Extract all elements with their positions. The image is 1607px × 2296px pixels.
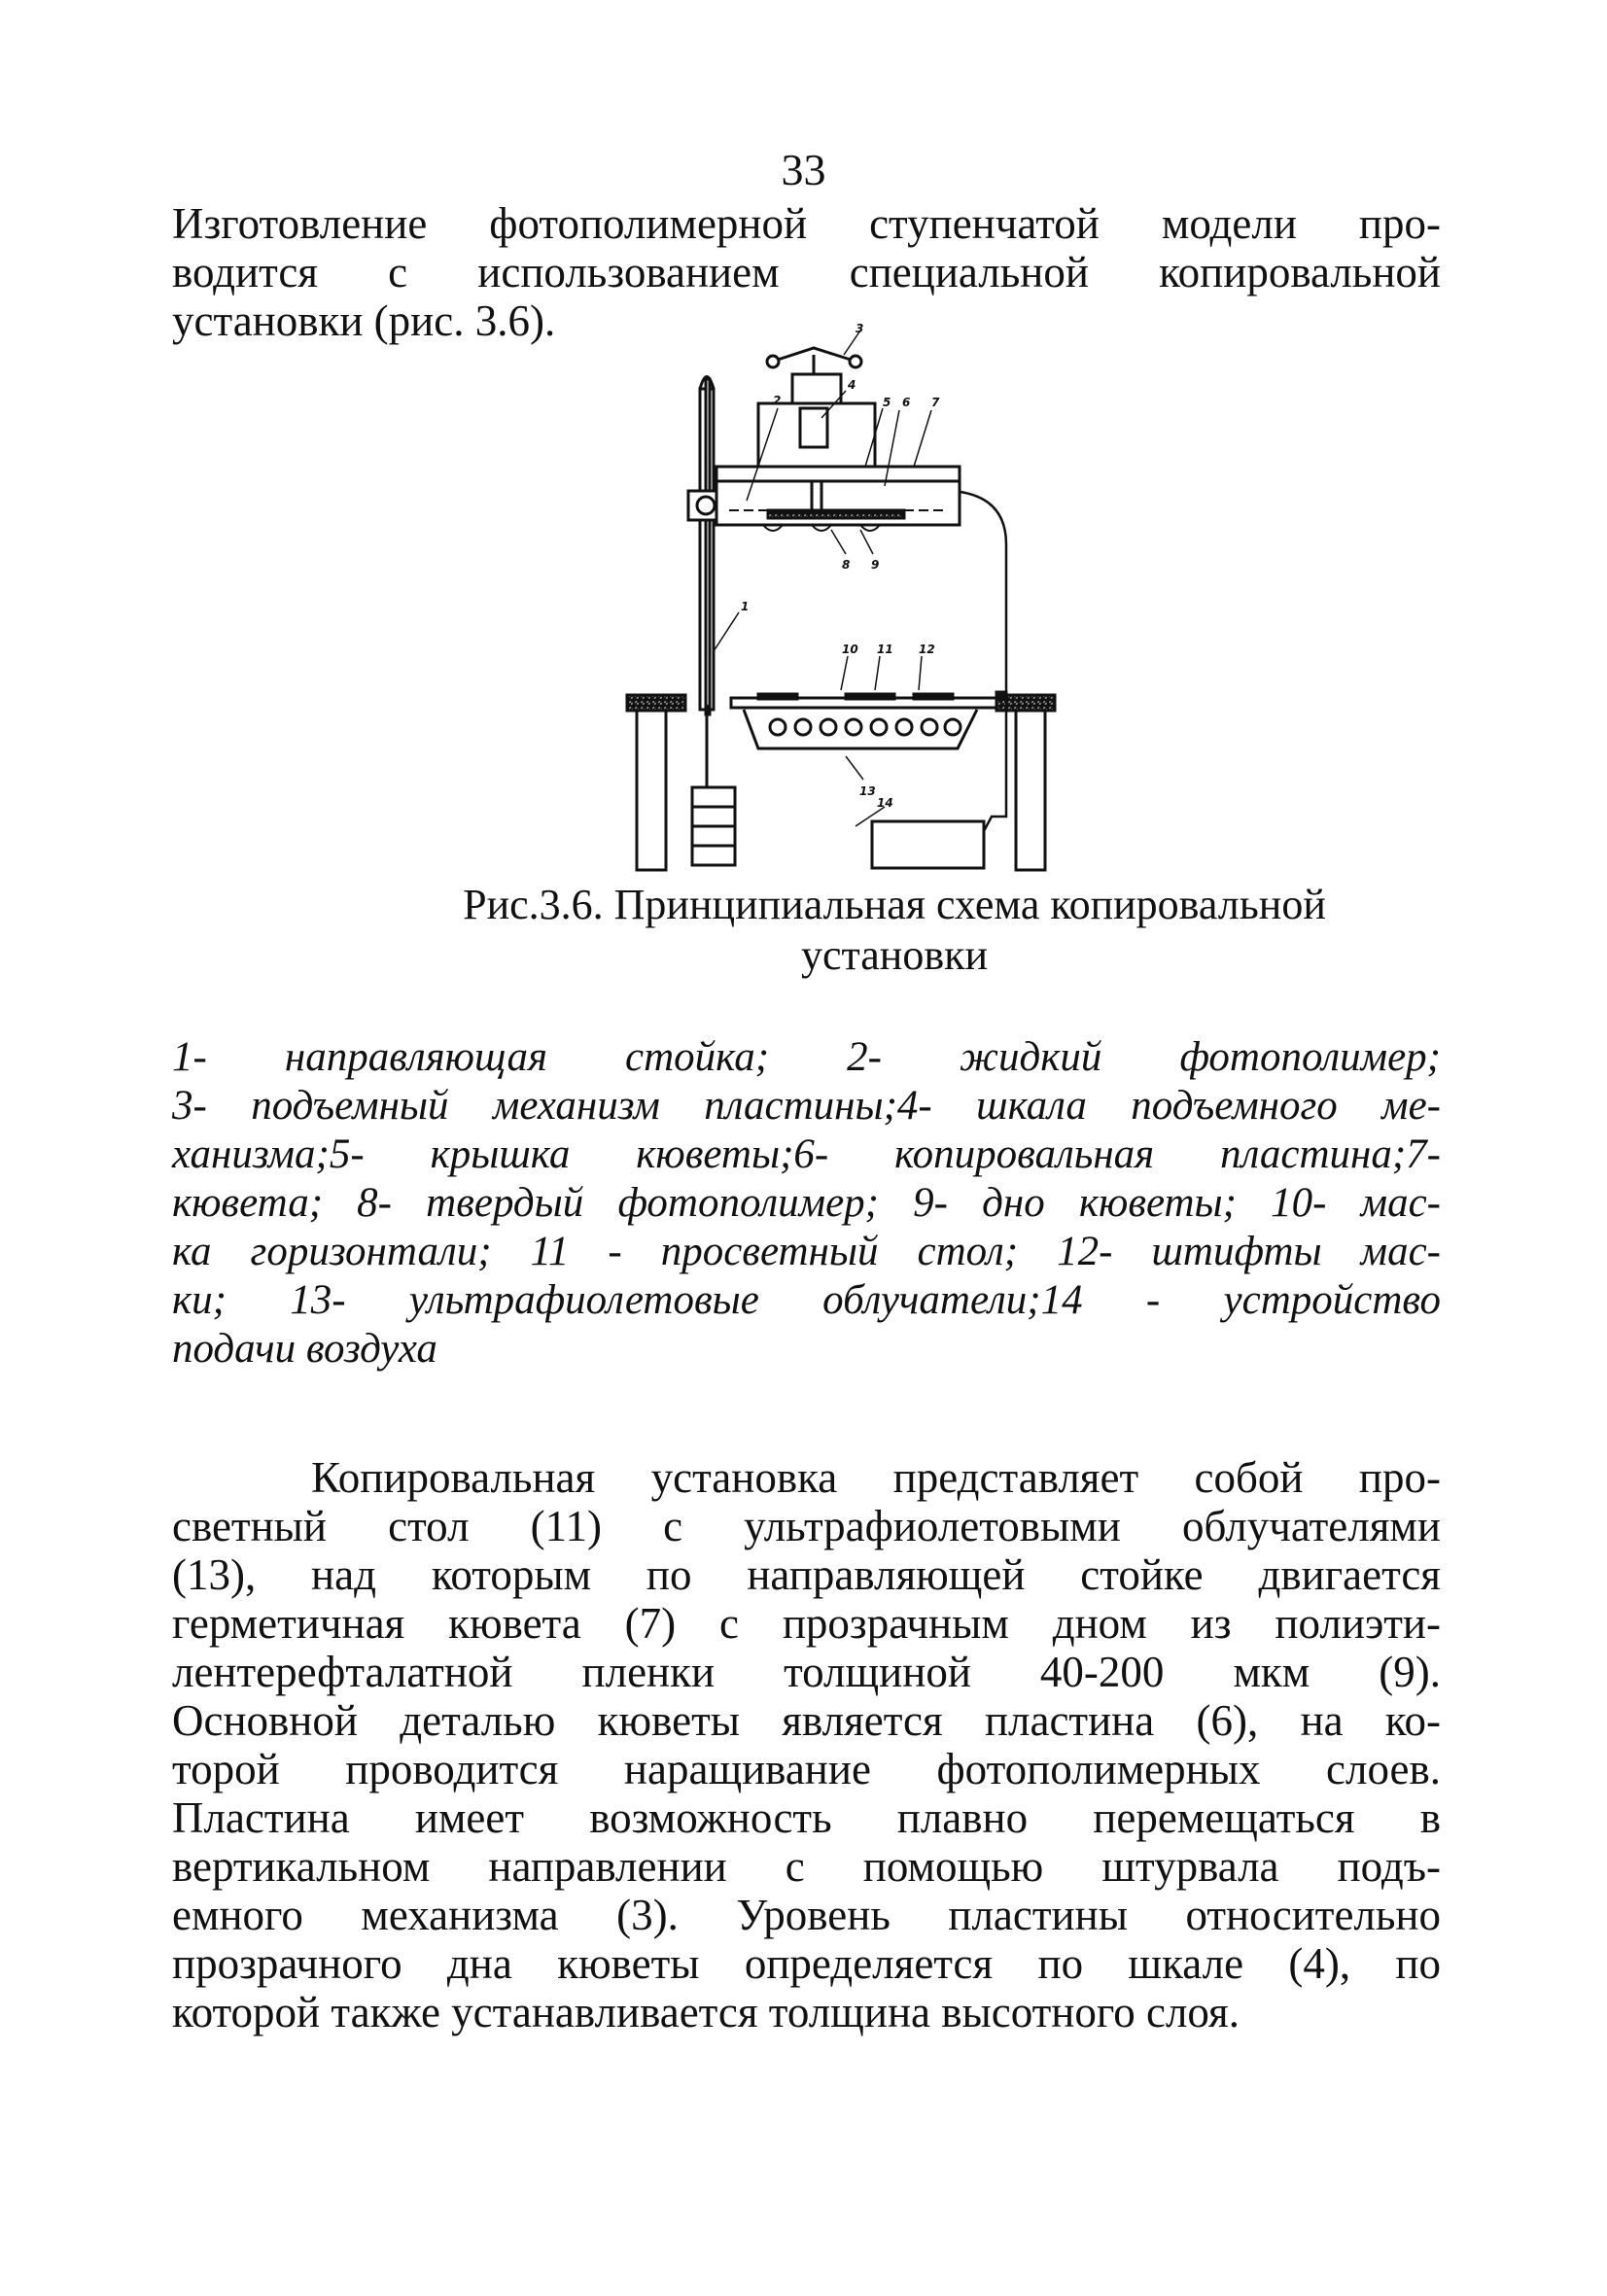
body-line: Основной деталью кюветы является пластина (6), на ко- <box>172 1696 1441 1745</box>
legend-line: подачи воздуха <box>172 1326 437 1372</box>
intro-line: Изготовление фотополимерной ступенчатой модели про- <box>172 199 1441 248</box>
legend-line: 1- направляющая стойка; 2- жидкий фотополимер; <box>172 1034 1441 1080</box>
fig-label-13: 13 <box>859 784 876 798</box>
body-line: торой проводится наращивание фотополимерных слоев. <box>172 1745 1441 1793</box>
body-paragraph <box>172 1453 1441 2036</box>
body-line: Пластина имеет возможность плавно перемещаться в <box>172 1793 1441 1842</box>
fig-label-2: 2 <box>773 394 782 407</box>
intro-line: установки (рис. 3.6). <box>172 296 556 345</box>
fig-label-6: 6 <box>902 396 911 409</box>
legend-line: ханизма;5- крышка кюветы;6- копировальная пластина;7- <box>172 1131 1441 1177</box>
table-leg-left <box>637 710 666 870</box>
body-line: прозрачного дна кюветы определяется по шкале (4), по <box>172 1939 1441 1988</box>
fig-label-4: 4 <box>848 378 856 392</box>
body-line: емного механизма (3). Уровень пластины относительно <box>172 1891 1441 1939</box>
counterweight <box>692 787 735 865</box>
figure-legend <box>172 1033 1441 1374</box>
guide-column <box>688 377 723 788</box>
legend-line: ки; 13- ультрафиолетовые облучатели;14 - устройство <box>172 1277 1441 1323</box>
fig-label-12: 12 <box>919 643 935 656</box>
copying-installation-diagram <box>622 321 1128 875</box>
fig-label-14: 14 <box>877 796 893 810</box>
legend-line: 3- подъемный механизм пластины;4- шкала подъемного ме- <box>172 1083 1441 1129</box>
body-line: лентерефталатной пленки толщиной 40-200 мкм (9). <box>172 1648 1441 1696</box>
fig-label-7: 7 <box>931 396 940 409</box>
fig-label-1: 1 <box>741 600 750 613</box>
fig-label-5: 5 <box>883 396 891 409</box>
body-line: вертикальном направлении с помощью штурвала подъ- <box>172 1842 1441 1891</box>
intro-line: водится с использованием специальной копировальной <box>172 248 1441 296</box>
caption-line: Рис.3.6. Принципиальная схема копировальной <box>463 881 1326 928</box>
fig-label-11: 11 <box>877 643 893 656</box>
air-supply-device <box>872 491 1006 868</box>
fig-label-8: 8 <box>842 558 851 572</box>
light-table <box>627 692 1055 711</box>
legend-line: кювета; 8- твердый фотополимер; 9- дно кюветы; 10- мас- <box>172 1180 1441 1226</box>
figure-caption <box>350 880 1439 981</box>
table-leg-right <box>1016 710 1045 870</box>
body-line: (13), над которым по направляющей стойке двигается <box>172 1550 1441 1599</box>
page-number: 33 <box>781 145 826 194</box>
fig-label-10: 10 <box>842 643 858 656</box>
lift-mechanism <box>758 348 875 467</box>
fig-label-3: 3 <box>856 322 864 335</box>
body-line: Копировальная установка представляет собой про- <box>311 1453 1441 1502</box>
body-line: светный стол (11) с ультрафиолетовыми облучателями <box>172 1502 1441 1550</box>
body-line: которой также устанавливается толщина высотного слоя. <box>172 1988 1240 2036</box>
body-line: герметичная кювета (7) с прозрачным дном из полиэти- <box>172 1599 1441 1648</box>
legend-line: ка горизонтали; 11 - просветный стол; 12- штифты мас- <box>172 1229 1441 1274</box>
caption-line: установки <box>800 931 989 979</box>
cuvette <box>716 467 960 531</box>
uv-lamps <box>744 710 977 748</box>
fig-label-9: 9 <box>871 558 880 572</box>
